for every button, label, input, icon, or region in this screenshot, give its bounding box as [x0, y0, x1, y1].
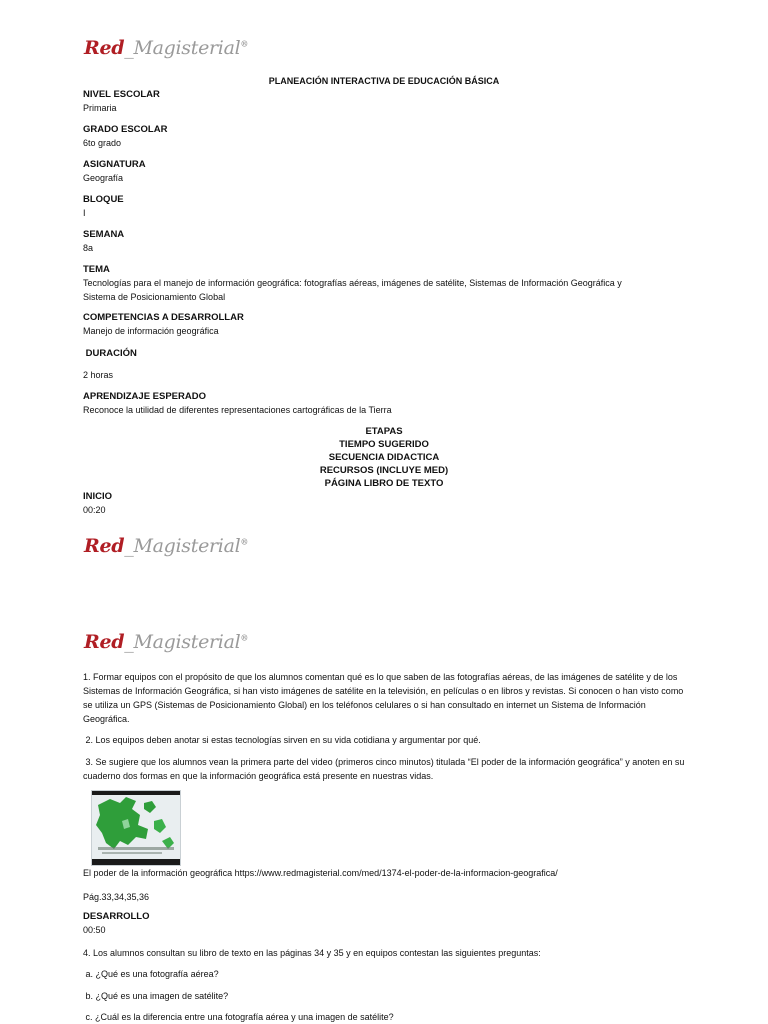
desarrollo-time: 00:50 — [83, 925, 106, 935]
field-label-competencias: COMPETENCIAS A DESARROLLAR — [83, 312, 244, 323]
thumbnail-bottom-bar — [92, 859, 180, 865]
field-label-duracion: DURACIÓN — [83, 348, 137, 359]
red-magisterial-logo: Red_Magisterial® — [84, 37, 249, 59]
field-value-bloque: I — [83, 208, 86, 218]
red-magisterial-logo: Red_Magisterial® — [84, 631, 249, 653]
field-label-nivel: NIVEL ESCOLAR — [83, 89, 160, 100]
activity-3-paragraph: 3. Se sugiere que los alumnos vean la primera parte del video (primeros cinco minutos) titulada “El poder de la información geográfica” y anoten en su cuaderno dos formas en que la información geográfica está presente en nuestras vidas. — [83, 757, 687, 781]
inicio-label: INICIO — [83, 491, 113, 502]
field-label-bloque: BLOQUE — [83, 194, 124, 205]
field-value-asignatura: Geografía — [83, 173, 124, 183]
field-value-aprendizaje: Reconoce la utilidad de diferentes representaciones cartográficas de la Tierra — [83, 405, 392, 415]
field-value-tema-line2: Sistema de Posicionamiento Global — [83, 292, 226, 302]
field-value-semana: 8a — [83, 243, 94, 253]
header-secuencia: SECUENCIA DIDACTICA — [328, 452, 440, 463]
field-value-nivel: Primaria — [83, 103, 117, 113]
video-thumbnail[interactable] — [91, 790, 181, 866]
field-label-grado: GRADO ESCOLAR — [83, 124, 168, 135]
pages-reference: Pág.33,34,35,36 — [83, 892, 150, 902]
resource-link-line[interactable]: El poder de la información geográfica https://www.redmagisterial.com/med/1374-el-poder-de-la-informacion-geografica/ — [83, 868, 558, 878]
field-value-grado: 6to grado — [83, 138, 122, 148]
field-label-tema: TEMA — [83, 264, 110, 275]
map-illustration-icon — [92, 791, 180, 865]
document-title: PLANEACIÓN INTERACTIVA DE EDUCACIÓN BÁSICA — [268, 76, 500, 86]
desarrollo-label: DESARROLLO — [83, 911, 150, 922]
activity-2-paragraph: 2. Los equipos deben anotar si estas tecnologías sirven en su vida cotidiana y argumentar por qué. — [83, 735, 481, 745]
red-magisterial-logo: Red_Magisterial® — [84, 535, 249, 557]
question-a: a. ¿Qué es una fotografía aérea? — [83, 969, 219, 979]
header-etapas: ETAPAS — [365, 426, 403, 437]
field-label-semana: SEMANA — [83, 229, 125, 240]
inicio-time: 00:20 — [83, 505, 106, 515]
question-c: c. ¿Cuál es la diferencia entre una fotografía aérea y una imagen de satélite? — [83, 1012, 394, 1022]
field-value-duracion: 2 horas — [83, 370, 114, 380]
question-b: b. ¿Qué es una imagen de satélite? — [83, 991, 229, 1001]
field-label-aprendizaje: APRENDIZAJE ESPERADO — [83, 391, 206, 402]
field-value-tema: Tecnologías para el manejo de información geográfica: fotografías aéreas, imágenes de satélite, Sistemas de Información Geográfica y — [83, 278, 622, 288]
field-label-asignatura: ASIGNATURA — [83, 159, 146, 170]
header-recursos: RECURSOS (INCLUYE MED) — [319, 465, 449, 476]
field-value-competencias: Manejo de información geográfica — [83, 326, 219, 336]
activity-4-paragraph: 4. Los alumnos consultan su libro de texto en las páginas 34 y 35 y en equipos contestan las siguientes preguntas: — [83, 948, 541, 958]
header-tiempo: TIEMPO SUGERIDO — [339, 439, 429, 450]
header-pagina: PÁGINA LIBRO DE TEXTO — [324, 478, 444, 489]
activity-1-paragraph: 1. Formar equipos con el propósito de que los alumnos comentan qué es lo que saben de las fotografías aéreas, de las imágenes de satélite y de los Sistemas de Información Geográfica, si han visto imágenes de satélite en la televisión, en películas o en libros y revistas. Si conocen o han visto como se utiliza un GPS (Sistemas de Posicionamiento Global) en los teléfonos celulares o si han consultado en internet un Sistema de Información Geográfica. — [83, 672, 684, 724]
